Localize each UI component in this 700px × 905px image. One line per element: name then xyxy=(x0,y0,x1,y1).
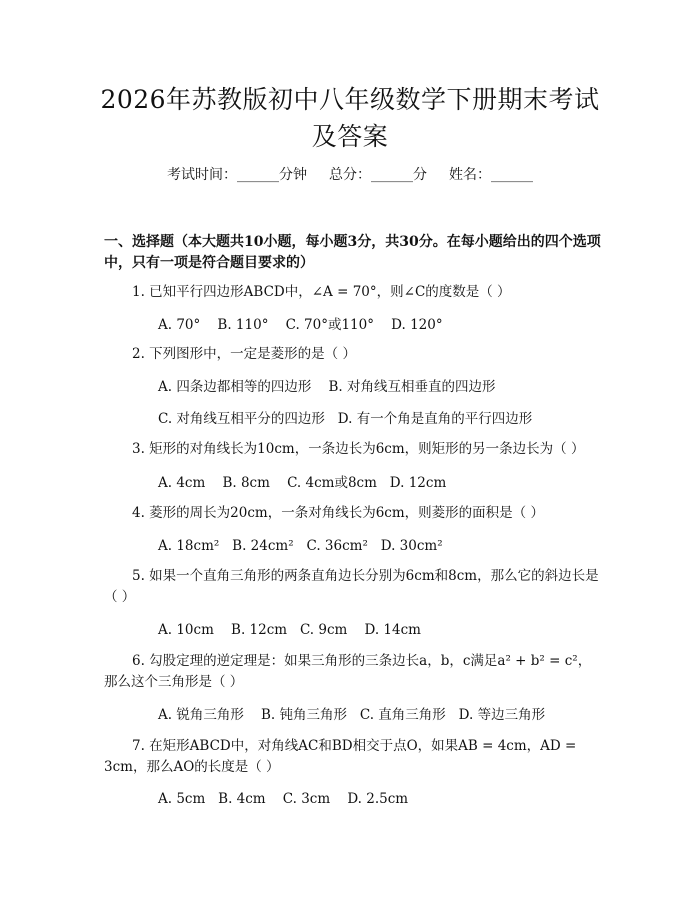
question-7-options: A. 5cm B. 4cm C. 3cm D. 2.5cm xyxy=(158,791,409,807)
question-2-options-row2: C. 对角线互相平分的四边形 D. 有一个角是直角的平行四边形 xyxy=(158,411,533,427)
question-7: 7. 在矩形ABCD中，对角线AC和BD相交于点O，如果AB = 4cm，AD = 3cm，那么AO的长度是（ ） xyxy=(104,738,577,775)
question-1: 1. 已知平行四边形ABCD中，∠A = 70°，则∠C的度数是（ ） xyxy=(132,284,511,300)
student-name-field: 姓名：______ xyxy=(449,167,533,183)
question-6-options: A. 锐角三角形 B. 钝角三角形 C. 直角三角形 D. 等边三角形 xyxy=(158,707,546,723)
exam-time-field: 考试时间：______分钟 xyxy=(167,167,307,183)
total-score-field: 总分：______分 xyxy=(329,167,427,183)
exam-info-line xyxy=(0,168,700,182)
question-2: 2. 下列图形中，一定是菱形的是（ ） xyxy=(132,346,356,362)
question-2-options-row1: A. 四条边都相等的四边形 B. 对角线互相垂直的四边形 xyxy=(158,379,496,395)
question-3: 3. 矩形的对角线长为10cm，一条边长为6cm，则矩形的另一条边长为（ ） xyxy=(132,441,585,457)
question-5: 5. 如果一个直角三角形的两条直角边长分别为6cm和8cm，那么它的斜边长是（ ） xyxy=(104,568,599,605)
question-6: 6. 勾股定理的逆定理是：如果三角形的三条边长a，b，c满足a² + b² = c²，那么这个三角形是（ ） xyxy=(104,653,592,690)
page-title-continued: 及答案 xyxy=(311,122,389,151)
question-5-options: A. 10cm B. 12cm C. 9cm D. 14cm xyxy=(158,622,421,638)
question-4-options: A. 18cm² B. 24cm² C. 36cm² D. 30cm² xyxy=(158,538,443,554)
question-4: 4. 菱形的周长为20cm，一条对角线长为6cm，则菱形的面积是（ ） xyxy=(132,505,544,521)
question-1-options: A. 70° B. 110° C. 70°或110° D. 120° xyxy=(158,317,443,333)
page-title: 2026年苏教版初中八年级数学下册期末考试 xyxy=(100,85,600,114)
question-3-options: A. 4cm B. 8cm C. 4cm或8cm D. 12cm xyxy=(158,475,447,491)
section-heading: 一、选择题（本大题共10小题，每小题3分，共30分。在每小题给出的四个选项中，只有一项是符合题目要求的） xyxy=(104,234,601,271)
